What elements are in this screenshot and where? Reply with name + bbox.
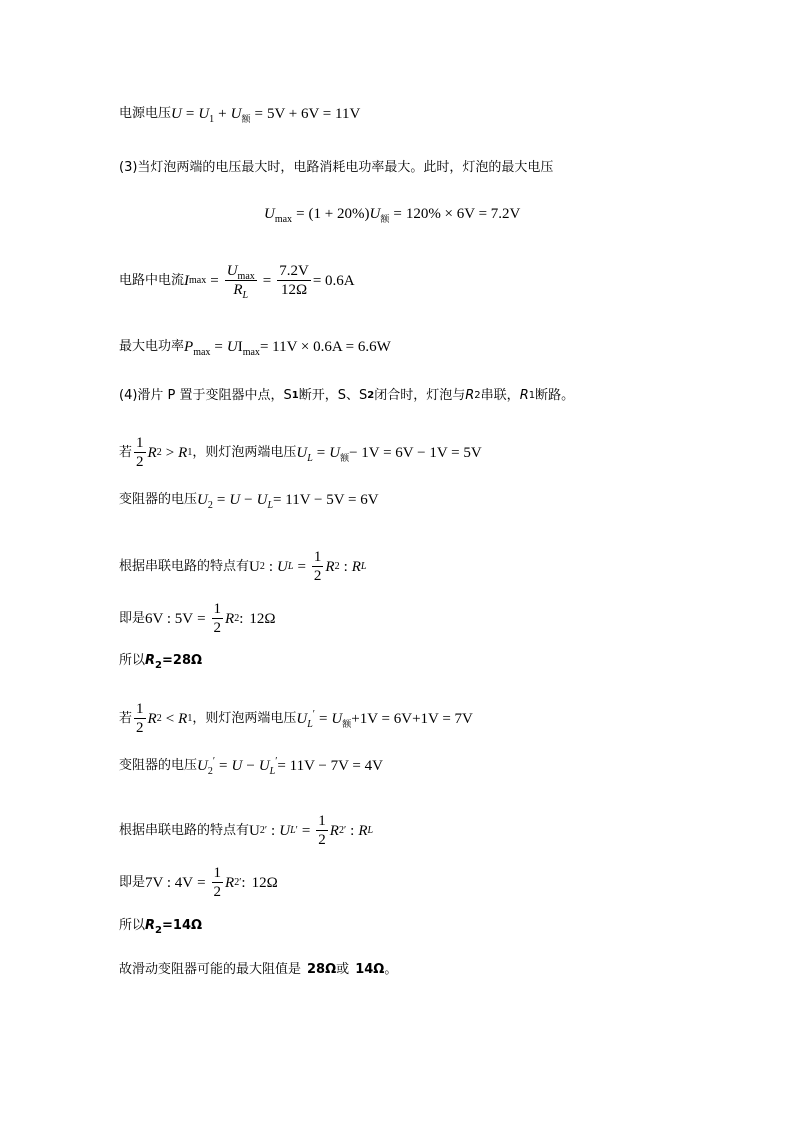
conclusion-line: 故滑动变阻器可能的最大阻值是 28Ω 或 14Ω 。 — [119, 962, 398, 977]
current-equation: I max = $\frac{U_{max}}{R_L}$ = $\frac{7.2V}{12\Omega}$ = 0.6A — [184, 263, 355, 301]
case2-condition-line: 若 $\frac{1}{2}$ R 2 < R 1 ，则灯泡两端电压 $U_L' = U_额+1V = 6V+1V = 7V$ — [119, 701, 473, 736]
current-label: 电路中电流 — [119, 272, 185, 288]
case2-ratio-line: 即是 7V : 4V = $\frac{1}{2}$ R 2 ′ : 12Ω — [119, 865, 278, 900]
max-power-equation: $P_{max} = UI_{max}= 11V \times 0.6A = 6.6W$ — [184, 339, 391, 358]
case1-condition-line: 若 $\frac{1}{2}$ R 2 > R 1 ，则灯泡两端电压 $U_L = U_额- 1V = 6V - 1V = 5V$ — [119, 435, 482, 470]
max-power-line — [119, 337, 391, 357]
max-voltage-equation: $U_{max} = (1 + 20\%)U_额 = 120\% \times 6V = 7.2V$ — [264, 206, 521, 225]
case2-series-rule-line: 根据串联电路的特点有 U 2 ′ : U L ′ = $\frac{1}{2}$ R 2 ′ : R L — [119, 813, 374, 848]
case2-rheostat-line: 变阻器的电压 $U_2' = U - U_L'= 11V - 7V = 4V$ — [119, 756, 383, 777]
part4-text: (4)滑片 P 置于变阻器中点，S 1 断开，S、S 2 闭合时，灯泡与 R 2 串联， R 1 断路。 — [119, 388, 575, 403]
case1-result-line: 所以 $R_2=28\Omega$ — [119, 653, 203, 671]
source-voltage-equation: $U = U_1 + U_额 = 5V + 6V = 11V$ — [171, 106, 361, 125]
case2-result-line: 所以 $R_2=14\Omega$ — [119, 918, 203, 936]
source-voltage-line — [119, 104, 360, 124]
max-power-label: 最大电功率 — [119, 339, 185, 354]
case1-series-rule-line: 根据串联电路的特点有 U 2 : U L = $\frac{1}{2}$ R 2 : R L — [119, 549, 367, 584]
source-voltage-label: 电源电压 — [119, 106, 172, 121]
part3-text: (3)当灯泡两端的电压最大时，电路消耗电功率最大。此时，灯泡的最大电压 — [119, 160, 554, 175]
case1-ratio-line: 即是 6V : 5V = $\frac{1}{2}$ R 2 : 12Ω — [119, 601, 276, 636]
case1-rheostat-line: 变阻器的电压 $U_2 = U - U_L= 11V - 5V = 6V$ — [119, 492, 379, 511]
current-line — [119, 262, 355, 299]
